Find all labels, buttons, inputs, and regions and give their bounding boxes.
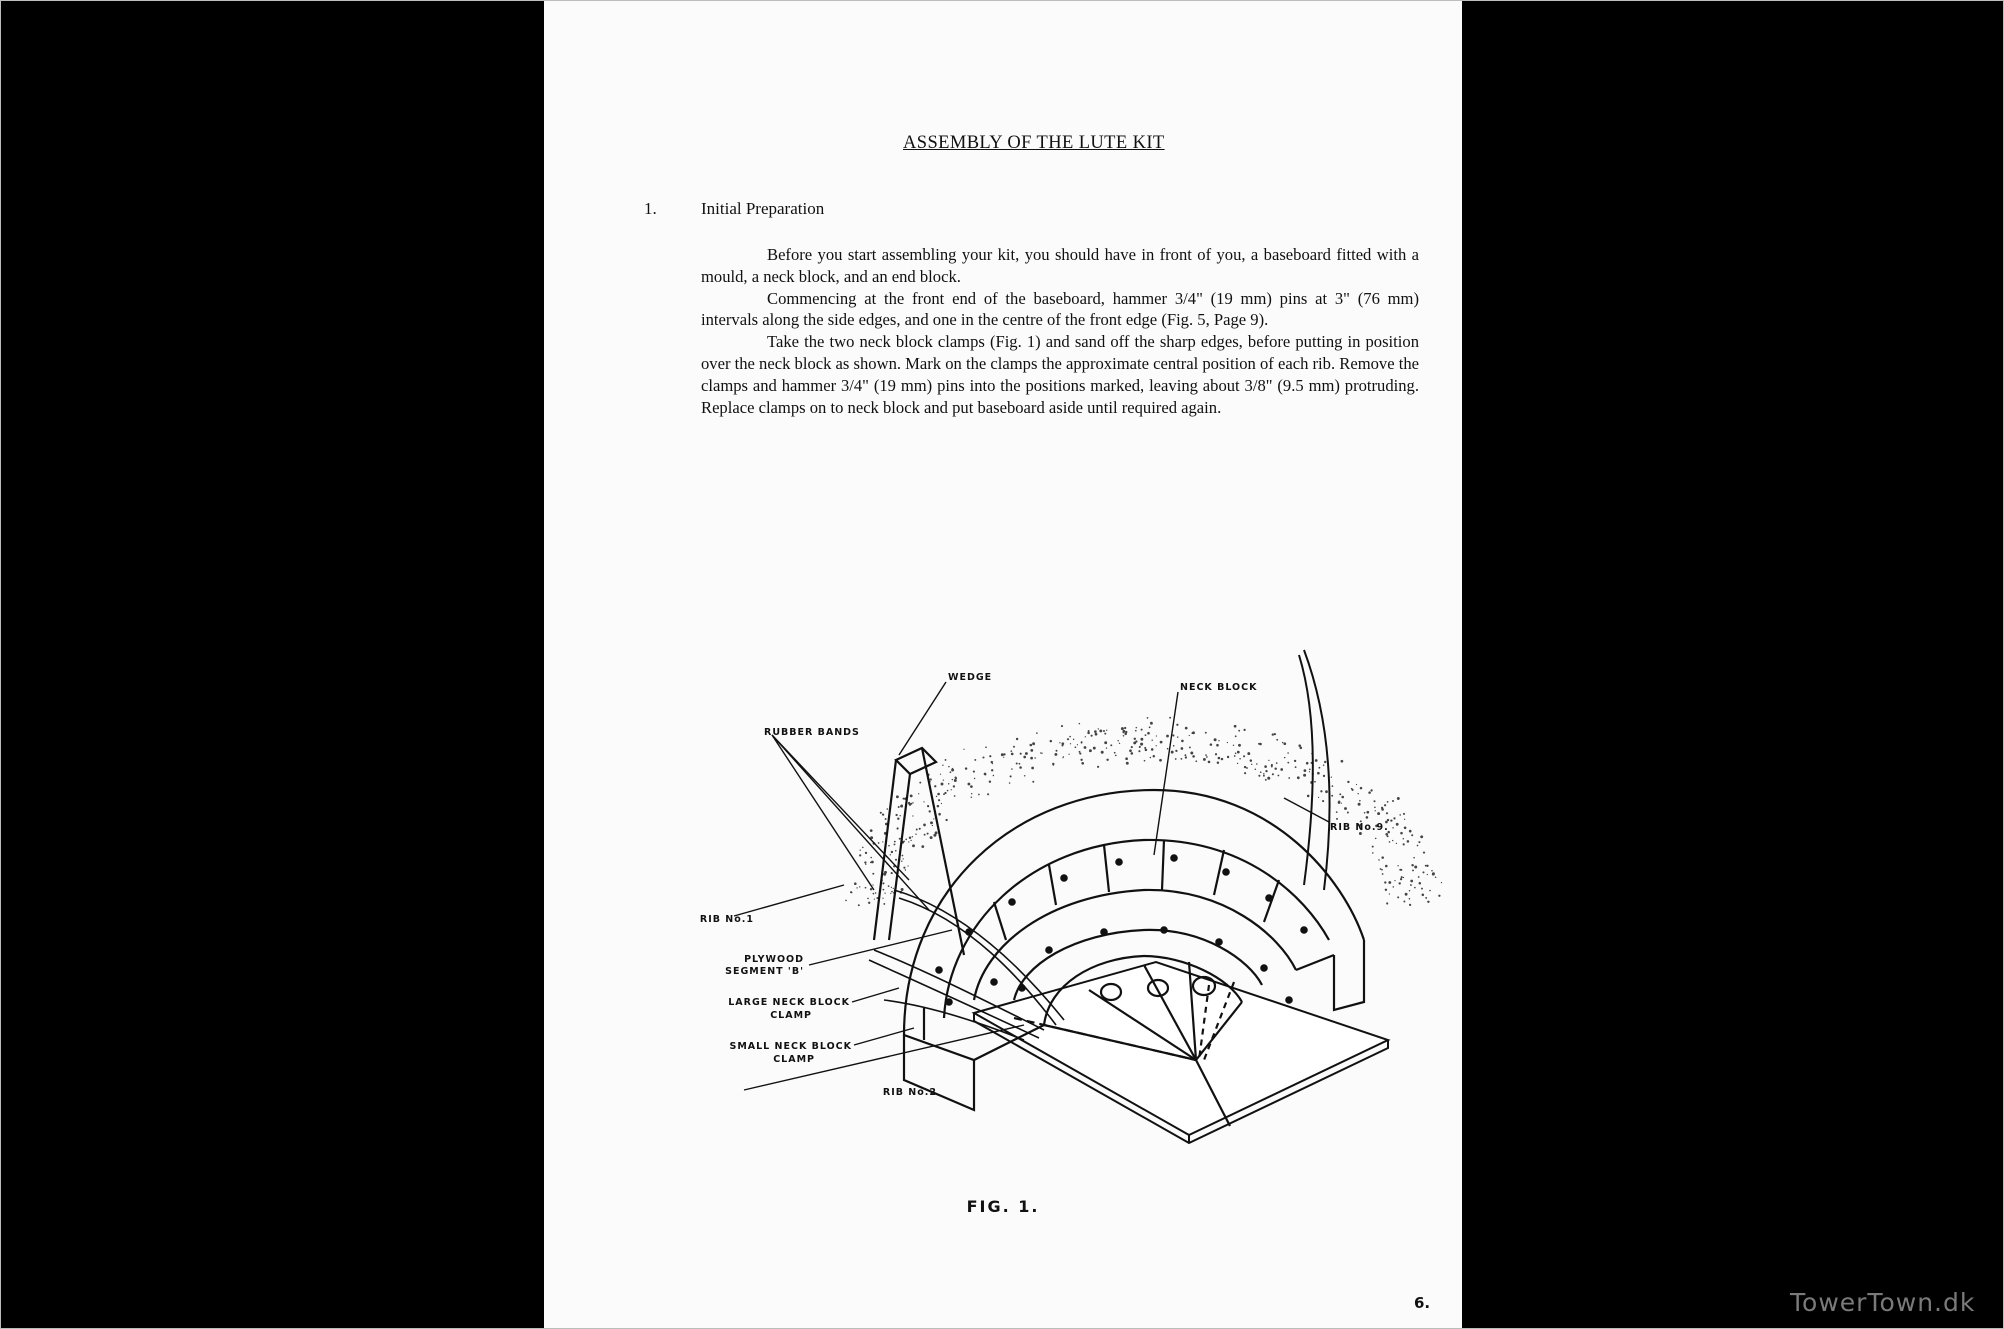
section-number: 1. bbox=[644, 199, 657, 218]
label-rib-no-1: RIB No.1 bbox=[699, 914, 754, 925]
label-small-neck-block: SMALL NECK BLOCK bbox=[729, 1041, 852, 1052]
fig-1-illustration bbox=[544, 640, 1462, 1160]
page-number: 6. bbox=[1414, 1294, 1431, 1312]
section-title: Initial Preparation bbox=[701, 199, 825, 218]
figure-caption: FIG. 1. bbox=[966, 1197, 1040, 1216]
label-rib-no-2: RIB No.2 bbox=[882, 1087, 937, 1098]
paragraph-2: Commencing at the front end of the baseboard, hammer 3/4" (19 mm) pins at 3" (76 mm) intervals along the side edges, and one in the centre of the front edge (Fig. 5, Page 9). bbox=[701, 288, 1419, 330]
body-text bbox=[701, 244, 1419, 418]
watermark-text: TowerTown.dk bbox=[1790, 1288, 1976, 1317]
label-rib-no-9: RIB No.9. bbox=[1330, 822, 1389, 833]
baseboard-drawing bbox=[974, 962, 1388, 1143]
document-page bbox=[544, 0, 1462, 1329]
paragraph-1: Before you start assembling your kit, you should have in front of you, a baseboard fitted with a mould, a neck block, and an end block. bbox=[701, 245, 1419, 286]
label-small-clamp: CLAMP bbox=[773, 1054, 815, 1065]
label-segment-b: SEGMENT 'B' bbox=[725, 966, 804, 977]
label-large-neck-block: LARGE NECK BLOCK bbox=[728, 997, 850, 1008]
label-neck-block: NECK BLOCK bbox=[1180, 682, 1258, 693]
label-rubber-bands: RUBBER BANDS bbox=[764, 727, 860, 738]
paragraph-3: Take the two neck block clamps (Fig. 1) and sand off the sharp edges, before putting in position over the neck block as shown. Mark on the clamps the approximate central position of each rib. Remove the clamps and hammer 3/4" (19 mm) pins into the positions marked, leaving about 3/8" (9.5 mm) protruding. Replace clamps on to neck block and put baseboard aside until required again. bbox=[701, 332, 1419, 417]
label-plywood: PLYWOOD bbox=[744, 954, 804, 965]
label-large-clamp: CLAMP bbox=[770, 1010, 812, 1021]
label-wedge: WEDGE bbox=[948, 672, 993, 683]
page-title: ASSEMBLY OF THE LUTE KIT bbox=[903, 133, 1165, 153]
